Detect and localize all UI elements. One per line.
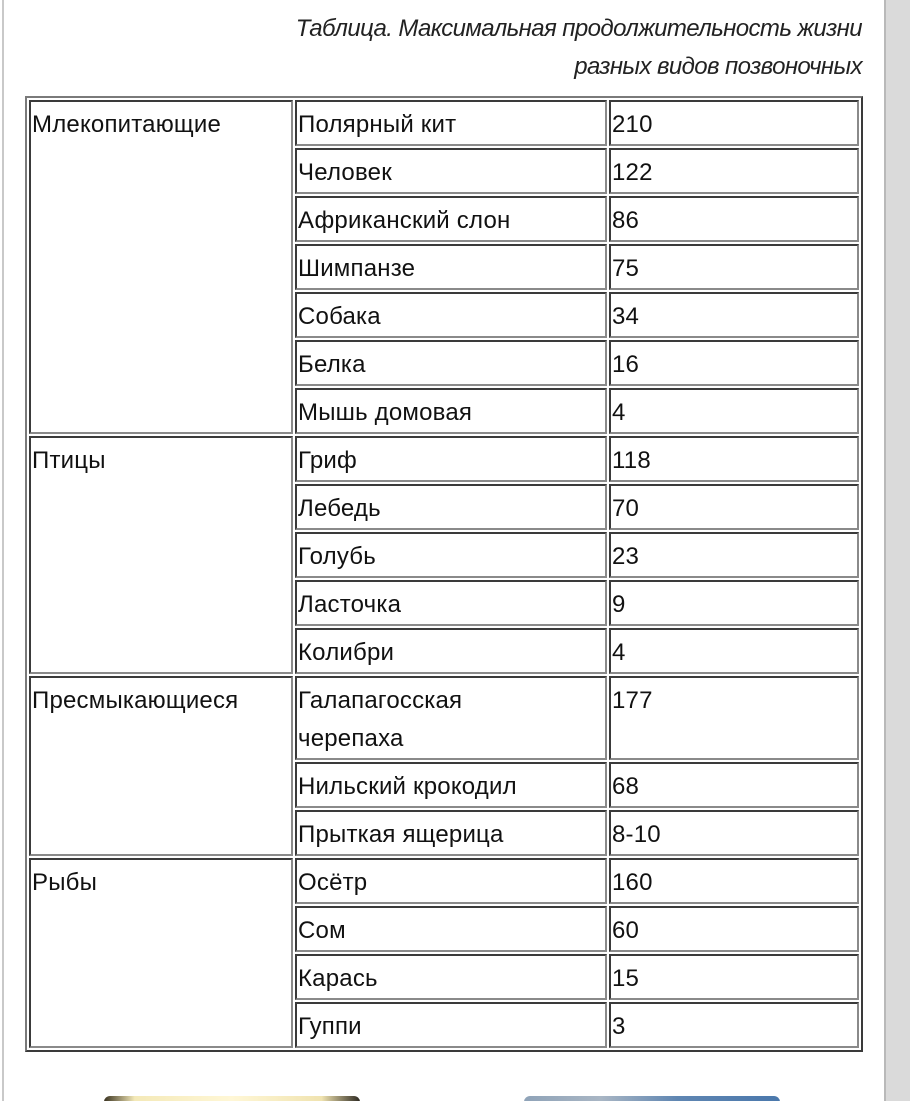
species-cell: Ласточка: [295, 580, 607, 626]
species-cell: Собака: [295, 292, 607, 338]
species-cell: [295, 676, 607, 760]
lifespan-cell: 160: [609, 858, 859, 904]
lifespan-cell: 210: [609, 100, 859, 146]
lifespan-table: [25, 96, 863, 1052]
table-row: [29, 676, 859, 760]
lifespan-cell: 75: [609, 244, 859, 290]
table-caption: [102, 10, 862, 86]
species-cell: Осётр: [295, 858, 607, 904]
lifespan-cell: 177: [609, 676, 859, 760]
lifespan-cell: 8-10: [609, 810, 859, 856]
table-row: [29, 436, 859, 482]
species-cell: Африканский слон: [295, 196, 607, 242]
scrollbar[interactable]: [884, 0, 910, 1101]
species-cell: Голубь: [295, 532, 607, 578]
species-cell: Прыткая ящерица: [295, 810, 607, 856]
page-left-edge: [2, 0, 4, 1101]
lifespan-cell: 3: [609, 1002, 859, 1048]
lifespan-cell: 16: [609, 340, 859, 386]
species-cell: Нильский крокодил: [295, 762, 607, 808]
lifespan-cell: 122: [609, 148, 859, 194]
species-cell: Сом: [295, 906, 607, 952]
species-cell: Человек: [295, 148, 607, 194]
lifespan-cell: 60: [609, 906, 859, 952]
lifespan-cell: 15: [609, 954, 859, 1000]
lifespan-cell: 70: [609, 484, 859, 530]
class-cell-fish: Рыбы: [29, 858, 293, 1048]
species-cell: Мышь домовая: [295, 388, 607, 434]
species-cell: Полярный кит: [295, 100, 607, 146]
lifespan-cell: 23: [609, 532, 859, 578]
lifespan-cell: 68: [609, 762, 859, 808]
species-cell: Шимпанзе: [295, 244, 607, 290]
partial-image-right: [524, 1096, 780, 1101]
partial-image-left: [104, 1096, 360, 1101]
species-text: Галапагосская черепаха: [298, 687, 463, 752]
lifespan-cell: 9: [609, 580, 859, 626]
caption-line-2: разных видов позвоночных: [574, 53, 862, 80]
species-cell: Гуппи: [295, 1002, 607, 1048]
species-cell: Белка: [295, 340, 607, 386]
species-cell: Колибри: [295, 628, 607, 674]
species-cell: Карась: [295, 954, 607, 1000]
lifespan-cell: 34: [609, 292, 859, 338]
class-cell-reptiles: Пресмыкающиеся: [29, 676, 293, 856]
table-row: [29, 858, 859, 904]
table-row: [29, 100, 859, 146]
lifespan-cell: 4: [609, 388, 859, 434]
caption-line-1: Таблица. Максимальная продолжительность жизни: [295, 15, 862, 42]
class-cell-mammals: Млекопитающие: [29, 100, 293, 434]
class-cell-birds: Птицы: [29, 436, 293, 674]
species-cell: Лебедь: [295, 484, 607, 530]
species-cell: Гриф: [295, 436, 607, 482]
lifespan-cell: 86: [609, 196, 859, 242]
lifespan-cell: 4: [609, 628, 859, 674]
lifespan-cell: 118: [609, 436, 859, 482]
